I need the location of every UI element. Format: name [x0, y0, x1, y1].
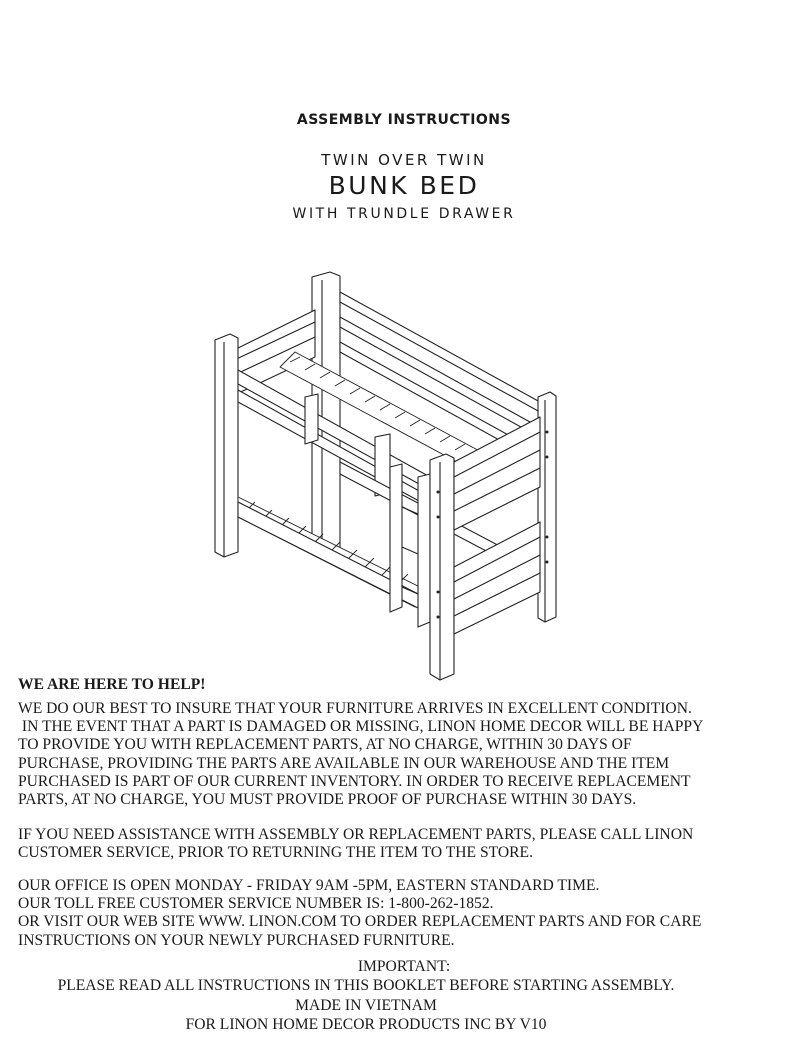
help-paragraph-office-hours: OUR OFFICE IS OPEN MONDAY - FRIDAY 9AM -5PM, EASTERN STANDARD TIME. OUR TOLL FREE CUSTOMER SERVICE NUMBER IS: 1-800-262-1852. OR VISIT OUR WEB SITE WWW. LINON.COM TO ORDER REPLACEMENT PARTS AND FOR CARE INSTRUCTIONS ON YOUR NEWLY PURCHASED FURNITURE.: [18, 877, 702, 949]
help-heading: WE ARE HERE TO HELP!: [18, 676, 206, 693]
read-all-instructions: PLEASE READ ALL INSTRUCTIONS IN THIS BOOKLET BEFORE STARTING ASSEMBLY.: [57, 977, 675, 994]
assembly-instructions-label: ASSEMBLY INSTRUCTIONS: [296, 112, 512, 128]
product-title: BUNK BED: [328, 171, 480, 200]
manufacturer-line: FOR LINON HOME DECOR PRODUCTS INC BY V10: [185, 1016, 547, 1033]
important-label: IMPORTANT:: [357, 958, 451, 975]
product-subtitle-top: TWIN OVER TWIN: [321, 151, 487, 169]
help-paragraph-condition: WE DO OUR BEST TO INSURE THAT YOUR FURNITURE ARRIVES IN EXCELLENT CONDITION. IN THE EVENT THAT A PART IS DAMAGED OR MISSING, LINON HOME DECOR WILL BE HAPPY TO PROVIDE YOU WITH REPLACEMENT PARTS, AT NO CHARGE, WITHIN 30 DAYS OF PURCHASE, PROVIDING THE PARTS ARE AVAILABLE IN OUR WAREHOUSE AND THE ITEM PURCHASED IS PART OF OUR CURRENT INVENTORY. IN ORDER TO RECEIVE REPLACEMENT PARTS, AT NO CHARGE, YOU MUST PROVIDE PROOF OF PURCHASE WITHIN 30 DAYS.: [18, 700, 704, 809]
product-subtitle-bottom: WITH TRUNDLE DRAWER: [292, 206, 516, 222]
help-paragraph-assistance: IF YOU NEED ASSISTANCE WITH ASSEMBLY OR REPLACEMENT PARTS, PLEASE CALL LINON CUSTOMER SERVICE, PRIOR TO RETURNING THE ITEM TO THE STORE.: [18, 826, 694, 862]
made-in-label: MADE IN VIETNAM: [295, 997, 437, 1014]
bunk-bed-illustration-icon: [200, 262, 570, 682]
